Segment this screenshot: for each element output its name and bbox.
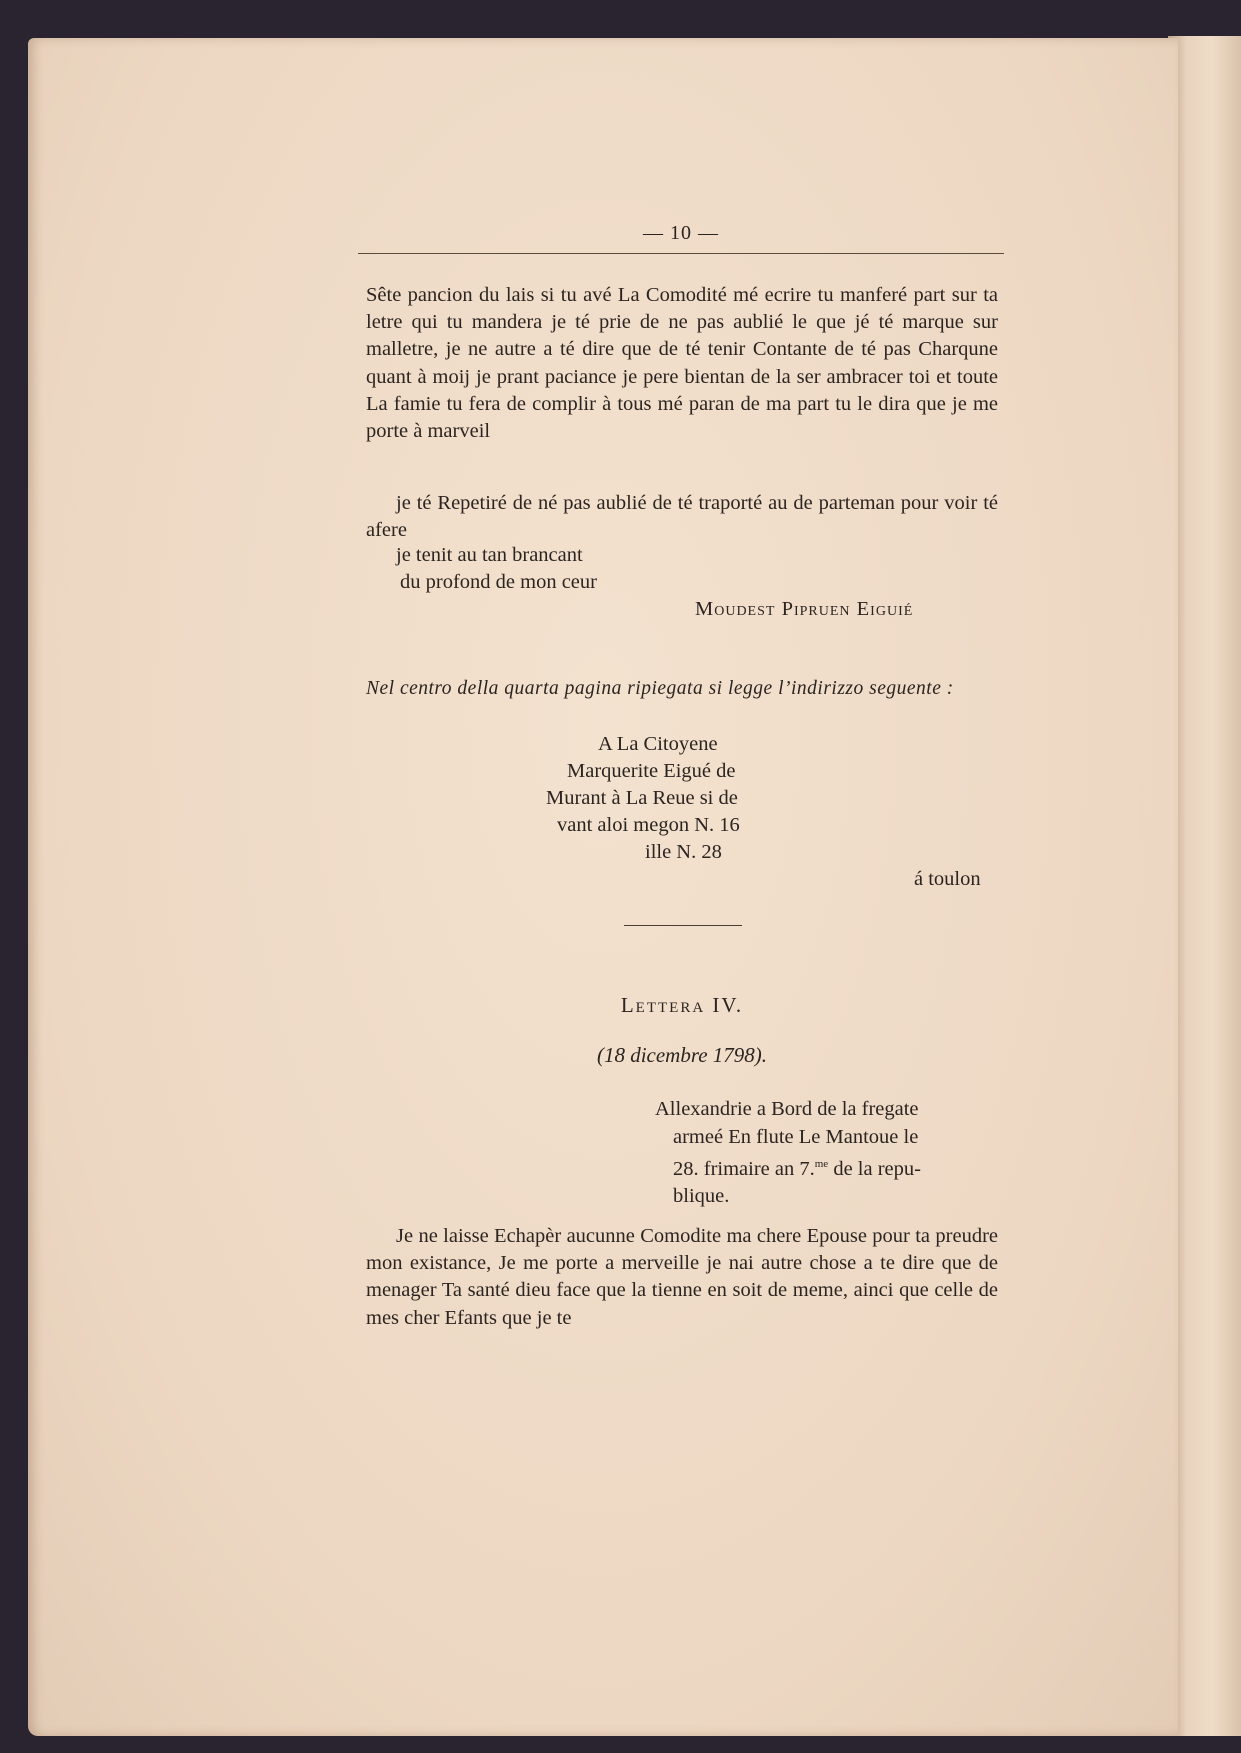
letter4-place-line-2: armeé En flute Le Mantoue le: [673, 1125, 919, 1148]
letter4-place-sup: me: [814, 1158, 829, 1170]
letter4-place: [655, 1096, 995, 1211]
letter3-paragraph-1: Sête pancion du lais si tu avé La Comodité mé ecrire tu manferé part sur ta letre qui tu mandera je té prie de ne pas aublié le que jé té marque sur malletre, je ne autre a té dire que de té tenir Contante de té pas Charqune quant à moij je prant paciance je pere bientan de la ser ambracer toi et toute La famie tu fera de complir à tous mé paran de ma part tu le dira que je me porte à marveil: [366, 284, 998, 443]
letter3-paragraph-2: je té Repetiré de né pas aublié de té traporté au de parteman pour voir té afere: [366, 492, 998, 542]
letter3-closing-2: du profond de mon ceur: [400, 571, 597, 593]
letter4-date: (18 dicembre 1798).: [596, 1043, 768, 1067]
page-number: — 10 —: [643, 222, 719, 244]
letter4-paragraph-1: Je ne laisse Echapèr aucunne Comodite ma chere Epouse pour ta preudre mon existance, Je me porte a merveille je nai autre chose a te dire que de menager Ta santé dieu face que la tienne en soit de meme, ainci que celle de mes cher Efants que je te: [366, 1225, 998, 1329]
letter3-closing-1: je tenit au tan brancant: [396, 544, 583, 566]
letter4-place-line-3b: de la repu-: [828, 1157, 921, 1180]
address-line-3: Murant à La Reue si de: [546, 787, 738, 809]
letter4-title: Lettera IV.: [620, 993, 744, 1017]
letter4-place-line-3a: 28. frimaire an 7.: [673, 1157, 815, 1180]
address-line-5: ille N. 28: [645, 841, 722, 863]
letter4-place-line-1: Allexandrie a Bord de la fregate: [655, 1098, 919, 1120]
letter3-body: [366, 282, 998, 445]
address-line-1: A La Citoyene: [598, 733, 718, 755]
book-spine: [1168, 36, 1241, 1736]
address-city: á toulon: [914, 868, 981, 890]
address-line-2: Marquerite Eigué de: [567, 760, 736, 782]
letter4-place-line-4: blique.: [673, 1185, 730, 1208]
letter4-place-line-3: [655, 1151, 995, 1183]
letter4-body: [366, 1223, 998, 1332]
section-divider: [624, 925, 742, 926]
letter3-signature: Moudest Pipruen Eiguié: [695, 598, 914, 620]
header-rule: [358, 253, 1004, 254]
address-note: Nel centro della quarta pagina ripiegata si legge l’indirizzo seguente :: [366, 678, 954, 699]
address-line-4: vant aloi megon N. 16: [557, 814, 740, 836]
letter3-body-2: [366, 490, 998, 544]
